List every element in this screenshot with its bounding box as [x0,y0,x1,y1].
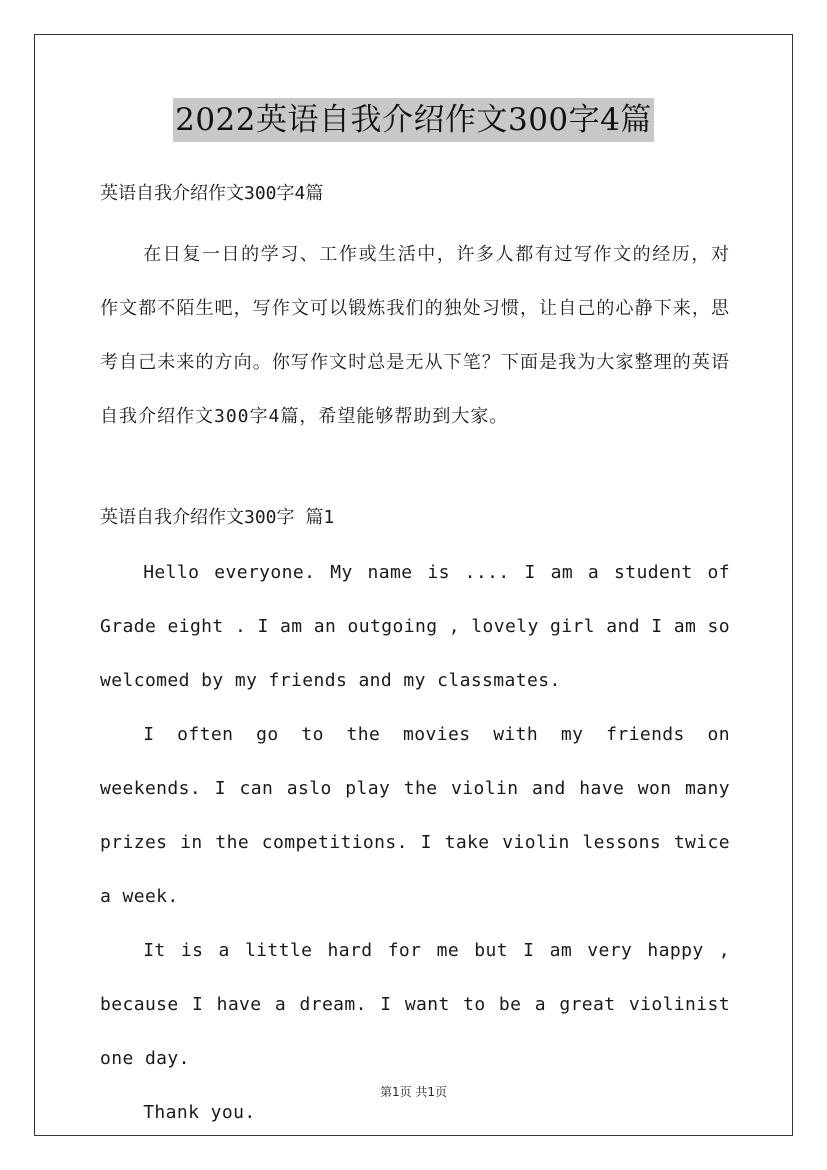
section-heading: 英语自我介绍作文300字 篇1 [100,507,335,528]
page-footer: 第1页 共1页 [379,1085,448,1099]
intro-paragraph: 在日复一日的学习、工作或生活中，许多人都有过写作文的经历，对作文都不陌生吧，写作文可以锻炼我们的独处习惯，让自己的心静下来，思考自己未来的方向。你写作文时总是无从下笔？下面是我为大家整理的英语自我介绍作文300字4篇，希望能够帮助到大家。 [100,244,730,427]
essay-paragraph: Thank you. [143,1102,256,1123]
title-container [0,98,827,142]
essay-paragraph: It is a little hard for me but I am very happy , because I have a dream. I want to be a great violinist one day. [100,940,730,1069]
essay-paragraph: I often go to the movies with my friends on weekends. I can aslo play the violin and have won many prizes in the competitions. I take violin lessons twice a week. [100,724,730,907]
document-subtitle: 英语自我介绍作文300字4篇 [100,183,324,204]
essay-paragraph: Hello everyone. My name is .... I am a student of Grade eight . I am an outgoing , lovely girl and I am so welcomed by my friends and my classmates. [100,562,730,691]
essay-body [100,546,730,1140]
document-title: 2022英语自我介绍作文300字4篇 [173,98,654,142]
